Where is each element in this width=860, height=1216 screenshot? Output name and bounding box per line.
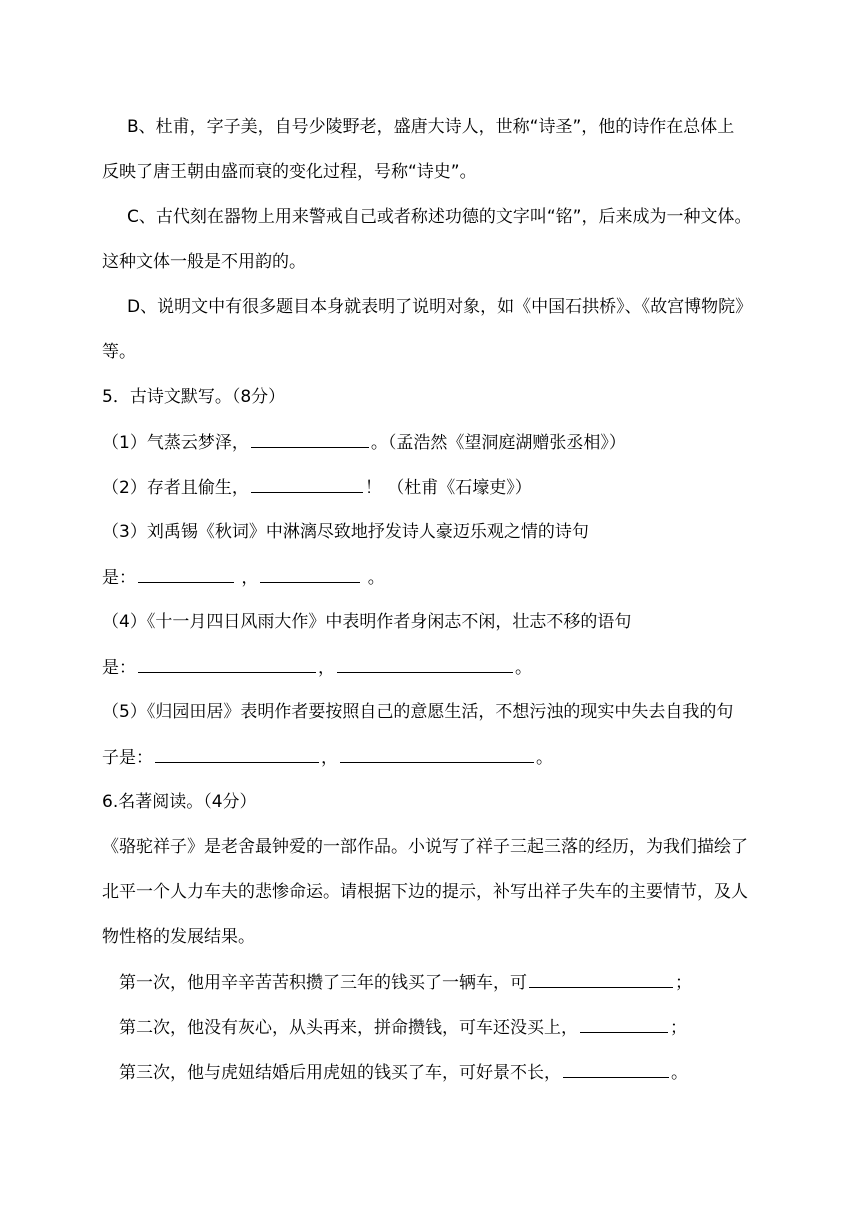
q5-item-1-prefix: （1）气蒸云梦泽， — [102, 433, 249, 453]
q5-item-3-suffix: 。 — [362, 568, 385, 588]
option-c-line-1: C、古代刻在器物上用来警戒自己或者称述功德的文字叫“铭”，后来成为一种文体。 — [127, 207, 752, 227]
question-6-second — [119, 1015, 687, 1040]
answer-blank[interactable] — [260, 565, 360, 583]
question-5-item-5-answer — [102, 745, 553, 770]
q6-second-suffix: ； — [670, 1018, 687, 1038]
q6-first-suffix: ； — [675, 973, 692, 993]
question-5-item-3-prompt: （3）刘禹锡《秋词》中淋漓尽致地抒发诗人豪迈乐观之情的诗句 — [102, 522, 589, 542]
question-5-item-4-prompt: （4）《十一月四日风雨大作》中表明作者身闲志不闲，壮志不移的语句 — [102, 612, 632, 632]
q5-item-5-prefix: 子是： — [102, 748, 153, 768]
q5-item-3-prefix: 是： — [102, 568, 136, 588]
answer-blank[interactable] — [251, 430, 369, 448]
answer-blank[interactable] — [138, 565, 234, 583]
answer-blank[interactable] — [340, 745, 534, 763]
option-b-line-1: B、杜甫，字子美，自号少陵野老，盛唐大诗人，世称“诗圣”，他的诗作在总体上 — [127, 117, 735, 137]
q5-item-5-suffix: 。 — [536, 748, 553, 768]
question-5-item-1 — [102, 430, 626, 455]
question-6-intro-line-3: 物性格的发展结果。 — [102, 927, 255, 947]
answer-blank[interactable] — [155, 745, 319, 763]
option-d-line-1: D、说明文中有很多题目本身就表明了说明对象，如《中国石拱桥》、《故宫博物院》 — [127, 297, 753, 317]
q5-item-4-separator: ， — [318, 658, 335, 678]
answer-blank[interactable] — [337, 655, 513, 673]
question-6-title: 6.名著阅读。（4分） — [102, 792, 257, 812]
question-6-first — [119, 970, 692, 995]
question-5-item-2 — [102, 475, 532, 500]
q6-first-prefix: 第一次，他用辛辛苦苦积攒了三年的钱买了一辆车，可 — [119, 973, 527, 993]
q5-item-4-prefix: 是： — [102, 658, 136, 678]
q5-item-3-separator: ， — [236, 568, 259, 588]
answer-blank[interactable] — [138, 655, 316, 673]
q5-item-5-separator: ， — [321, 748, 338, 768]
question-6-third — [119, 1060, 688, 1085]
answer-blank[interactable] — [529, 970, 673, 988]
q6-second-prefix: 第二次，他没有灰心，从头再来，拼命攒钱，可车还没买上， — [119, 1018, 578, 1038]
q6-third-prefix: 第三次，他与虎妞结婚后用虎妞的钱买了车，可好景不长， — [119, 1063, 561, 1083]
q5-item-1-suffix: 。（孟浩然《望洞庭湖赠张丞相》） — [370, 433, 626, 453]
question-6-intro-line-1: 《骆驼祥子》是老舍最钟爱的一部作品。小说写了祥子三起三落的经历，为我们描绘了 — [102, 837, 748, 857]
question-5-item-5-prompt: （5）《归园田居》表明作者要按照自己的意愿生活，不想污浊的现实中失去自我的句 — [102, 702, 734, 722]
answer-blank[interactable] — [251, 475, 363, 493]
question-5-item-4-answer — [102, 655, 532, 680]
question-5-title: 5．古诗文默写。（8分） — [102, 387, 286, 407]
q5-item-2-prefix: （2）存者且偷生， — [102, 478, 249, 498]
question-5-item-3-answer — [102, 565, 385, 590]
q6-third-suffix: 。 — [671, 1063, 688, 1083]
answer-blank[interactable] — [563, 1060, 669, 1078]
option-d-line-2: 等。 — [102, 342, 136, 362]
question-6-intro-line-2: 北平一个人力车夫的悲惨命运。请根据下边的提示，补写出祥子失车的主要情节，及人 — [102, 882, 748, 902]
option-b-line-2: 反映了唐王朝由盛而衰的变化过程，号称“诗史”。 — [102, 162, 477, 182]
q5-item-2-suffix: ！ （杜甫《石壕吏》） — [364, 478, 532, 498]
option-c-line-2: 这种文体一般是不用韵的。 — [102, 252, 306, 272]
q5-item-4-suffix: 。 — [515, 658, 532, 678]
answer-blank[interactable] — [580, 1015, 668, 1033]
